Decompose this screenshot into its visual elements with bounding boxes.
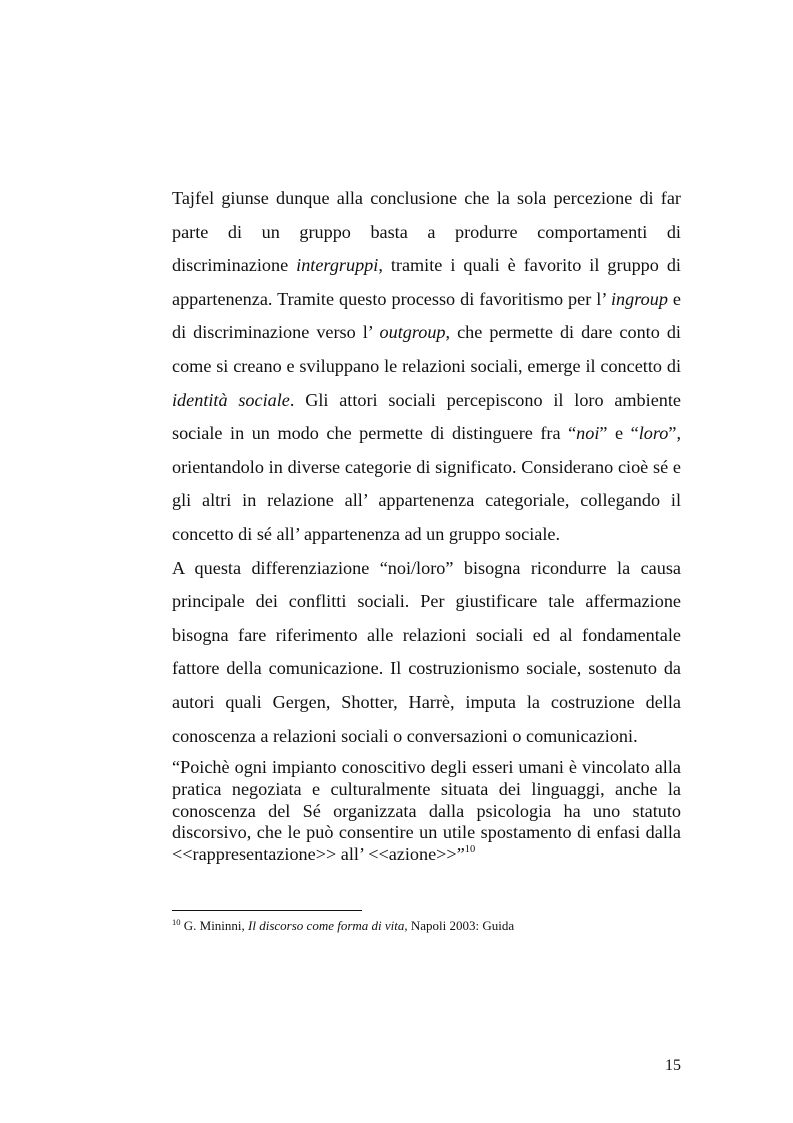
- footnote: [172, 916, 681, 936]
- italic-term-identita-sociale: identità sociale: [172, 389, 290, 410]
- footnote-author: G. Mininni,: [180, 918, 249, 933]
- text-run: , che permette di dare conto di come si creano e sviluppano le relazioni sociali, emerge il concetto di: [172, 322, 681, 376]
- text-run: . Gli attori sociali percepiscono il loro ambiente sociale in un modo che permette di distinguere fra “: [172, 389, 681, 444]
- text-run: , tramite i quali è favorito il gruppo di appartenenza. Tramite questo processo di favoritismo per l’: [172, 255, 681, 309]
- footnote-number: 10: [172, 917, 181, 927]
- footnote-reference[interactable]: 10: [464, 844, 476, 856]
- text-run: e di discriminazione verso l’: [172, 288, 681, 343]
- italic-term-noi: noi: [576, 423, 600, 444]
- text-run: ” e “: [599, 423, 639, 444]
- footnote-title: Il discorso come forma di vita: [248, 918, 405, 933]
- italic-term-outgroup: outgroup: [379, 322, 446, 343]
- paragraph-conflitti: A questa differenziazione “noi/loro” bisogna ricondurre la causa principale dei conflitti sociali. Per giustificare tale affermazione bisogna fare riferimento alle relazioni sociali ed al fondamentale fattore della comunicazione. Il costruzionismo sociale, sostenuto da autori quali Gergen, Shotter, Harrè, imputa la costruzione della conoscenza a relazioni sociali o conversazioni o comunicazioni.: [172, 557, 681, 746]
- text-run: Tajfel giunse dunque alla conclusione che la sola percezione di far parte di un gruppo basta a produrre comportamenti di discriminazione: [172, 188, 681, 276]
- quote-text: “Poichè ogni impianto conoscitivo degli esseri umani è vincolato alla pratica negoziata e culturalmente situata dei linguaggi, anche la conoscenza del Sé organizzata dalla psicologia ha uno statuto discorsivo, che le può consentire un utile spostamento di enfasi dalla <<rappresentazione>> all’ <<azione>>”: [172, 757, 681, 865]
- italic-term-ingroup: ingroup: [611, 288, 668, 309]
- italic-term-loro: loro: [638, 423, 669, 444]
- main-text: [172, 182, 681, 866]
- paragraph-tajfel: [172, 182, 681, 552]
- text-run: ”, orientandolo in diverse categorie di significato. Considerano cioè sé e gli altri in relazione all’ appartenenza categoriale, collegando il concetto di sé all’ appartenenza ad un gruppo sociale.: [172, 423, 681, 544]
- page-number: 15: [665, 1057, 681, 1074]
- block-quote: [172, 757, 681, 866]
- footnote-publication: , Napoli 2003: Guida: [404, 918, 515, 933]
- italic-term-intergruppi: intergruppi: [296, 255, 379, 276]
- footnote-separator: [172, 910, 362, 911]
